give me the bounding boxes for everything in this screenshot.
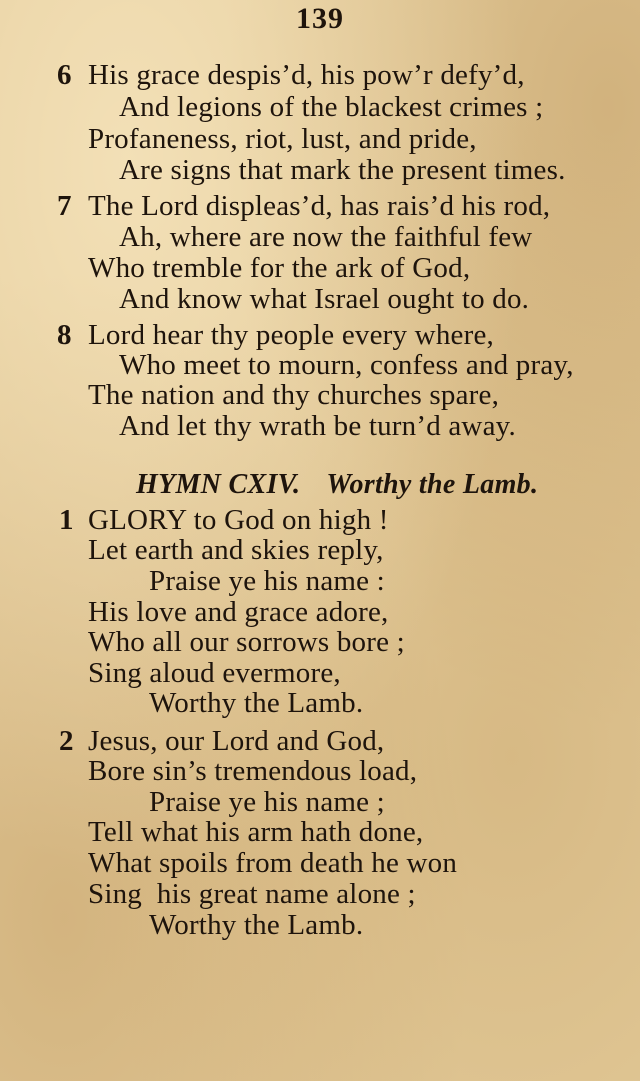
stanza-number: 8: [57, 319, 72, 351]
verse-line: Profaneness, riot, lust, and pride,: [88, 123, 477, 155]
verse-line: Who all our sorrows bore ;: [88, 626, 405, 658]
verse-line: GLORY to God on high !: [88, 504, 389, 536]
verse-line: Let earth and skies reply,: [88, 534, 384, 566]
verse-line: Lord hear thy people every where,: [88, 319, 494, 351]
stanza-number: 6: [57, 59, 72, 91]
verse-line: The nation and thy churches spare,: [88, 379, 500, 411]
stanza-number: 7: [57, 190, 72, 222]
verse-line: Are signs that mark the present times.: [119, 154, 566, 186]
verse-line: Tell what his arm hath done,: [88, 816, 424, 848]
hymn-label: HYMN CXIV.: [136, 469, 301, 500]
verse-line: Sing his great name alone ;: [88, 878, 416, 910]
verse-line: The Lord displeas’d, has rais’d his rod,: [88, 190, 551, 222]
verse-line: Worthy the Lamb.: [149, 909, 364, 941]
verse-line: Praise ye his name ;: [149, 786, 385, 818]
verse-line: His love and grace adore,: [88, 596, 389, 628]
stanza-number: 1: [59, 504, 74, 536]
verse-line: Worthy the Lamb.: [149, 687, 364, 719]
hymn-heading: [136, 469, 538, 500]
verse-line: What spoils from death he won: [88, 847, 458, 879]
verse-line: His grace despis’d, his pow’r defy’d,: [88, 59, 525, 91]
stanza-number: 2: [59, 725, 74, 757]
verse-line: Sing aloud evermore,: [88, 657, 341, 689]
verse-line: And legions of the blackest crimes ;: [119, 91, 544, 123]
page-number: 139: [296, 2, 344, 35]
verse-line: Bore sin’s tremendous load,: [88, 755, 418, 787]
verse-line: Ah, where are now the faithful few: [119, 221, 533, 253]
verse-line: Praise ye his name :: [149, 565, 385, 597]
hymn-title: Worthy the Lamb.: [326, 469, 539, 500]
verse-line: And know what Israel ought to do.: [119, 283, 530, 315]
verse-line: And let thy wrath be turn’d away.: [119, 410, 516, 442]
verse-line: Who meet to mourn, confess and pray,: [119, 349, 574, 381]
verse-line: Jesus, our Lord and God,: [88, 725, 385, 757]
verse-line: Who tremble for the ark of God,: [88, 252, 471, 284]
